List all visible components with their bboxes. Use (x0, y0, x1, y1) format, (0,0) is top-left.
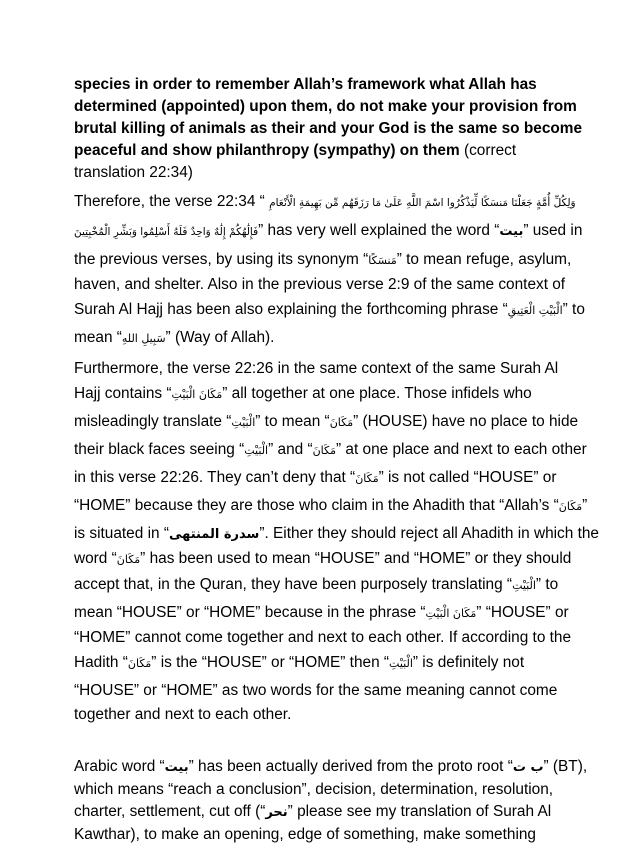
text-segment: accept that, in the Quran, they have been purposely translating “ (74, 576, 513, 593)
paragraph-1 (74, 74, 583, 184)
text-segment: the previous verses, by using its synonym “ (74, 251, 369, 268)
text-line: Furthermore, the verse 22:26 in the same context of the same Surah Al (74, 360, 559, 377)
text-line: haven, and shelter. Also in the previous verse 2:9 of the same context of (74, 276, 566, 293)
text-segment: ” (HOUSE) have no place to hide (353, 413, 579, 430)
arabic-phrase: الْبَيْتِ الْعَتِيقِ (507, 304, 563, 317)
text-segment: ” has very well explained the word “ (258, 222, 500, 239)
arabic-word: بيت (164, 760, 189, 775)
text-segment: ” (Way of Allah). (165, 329, 275, 346)
arabic-word: الْبَيْتِ (389, 657, 413, 670)
text-line (74, 801, 568, 824)
text-line (74, 649, 568, 677)
arabic-word: مَكَانَ (329, 416, 354, 429)
arabic-verse: وَلِكُلِّ أُمَّةٍ جَعَلْنَا مَنسَكًا لِّيَذْكُرُوا اسْمَ اللَّهِ عَلَىٰ مَا رَزَقَهُم مِّن بَهِيمَةِ الْأَنْعَامِ (269, 197, 576, 209)
text-segment: ” is the “HOUSE” or “HOME” then “ (151, 654, 390, 671)
text-line (74, 408, 579, 436)
arabic-word: مَكَانَ (312, 444, 336, 457)
text-segment: ” is not called “HOUSE” or (378, 469, 557, 486)
text-segment: is situated in “ (74, 525, 169, 542)
text-segment: ” (BT), (543, 758, 588, 775)
text-line (74, 492, 588, 520)
text-line (74, 520, 599, 548)
text-line (74, 571, 568, 599)
text-segment: ” at one place and next to each other (336, 441, 587, 458)
text-segment: Hadith “ (74, 654, 128, 671)
text-line: “HOME” cannot come together and next to each other. If according to the (74, 629, 572, 646)
text-segment: ” has been actually derived from the proto root “ (188, 758, 513, 775)
text-line (74, 380, 568, 408)
arabic-root: ب ت (512, 760, 544, 775)
text-segment: word “ (74, 550, 117, 567)
arabic-word: مَكَانَ (355, 472, 379, 485)
text-segment: their black faces seeing “ (74, 441, 245, 458)
text-line: determined (appointed) upon them, do not make your provision from (74, 98, 577, 115)
document-page (74, 74, 599, 846)
paragraph-4 (74, 756, 588, 846)
note-text: (correct (459, 142, 517, 159)
text-line (74, 548, 572, 571)
text-segment: Surah Al Hajj has been also explaining the forthcoming phrase “ (74, 301, 508, 318)
text-segment: ” to (535, 576, 559, 593)
arabic-word: الْبَيْتِ (512, 579, 536, 592)
text-segment: ” used in (523, 222, 583, 239)
text-line (74, 188, 576, 217)
text-segment: ” and “ (268, 441, 313, 458)
arabic-word: الْبَيْتِ (244, 444, 269, 457)
text-segment: misleadingly translate “ (74, 413, 232, 430)
arabic-phrase: مَكَانَ الْبَيْتِ (171, 388, 223, 401)
text-segment: ” “HOUSE” or (476, 604, 569, 621)
paragraph-3 (74, 358, 599, 726)
arabic-word: مَكَانَ (116, 553, 141, 566)
text-line: translation 22:34) (74, 164, 193, 181)
text-line: together and next to each other. (74, 706, 292, 723)
text-line (74, 140, 568, 162)
text-line (74, 599, 568, 627)
arabic-phrase: مَكَانَ الْبَيْتِ (425, 607, 477, 620)
arabic-word: الْبَيْتِ (231, 416, 256, 429)
text-line: Kawthar), to make an opening, edge of something, make something (74, 826, 536, 843)
text-segment: ” (582, 497, 588, 514)
text-segment: Hajj contains “ (74, 385, 172, 402)
text-segment: ” to mean “ (255, 413, 330, 430)
arabic-verse: فَإِلَٰهُكُمْ إِلَٰهٌ وَاحِدٌ فَلَهُ أَسْلِمُوا وَبَشِّرِ الْمُخْبِتِينَ (74, 226, 259, 238)
text-line: “HOUSE” or “HOME” as two words for the same meaning cannot come (74, 682, 558, 699)
text-segment: ” to mean refuge, asylum, (396, 251, 572, 268)
arabic-word: بيت (499, 224, 524, 239)
bold-text: peaceful and show philanthropy (sympathy) on them (74, 142, 460, 159)
paragraph-2 (74, 188, 585, 352)
text-segment: “HOME” because they are those who claim in the Ahadith that “Allah’s “ (74, 497, 559, 514)
text-line (74, 464, 568, 492)
text-segment: in this verse 22:26. They can’t deny that “ (74, 469, 356, 486)
text-segment: ” is definitely not (412, 654, 525, 671)
text-line: brutal killing of animals as their and your God is the same so become (74, 120, 583, 137)
text-line (74, 756, 588, 779)
text-segment: charter, settlement, cut off (“ (74, 803, 266, 820)
text-line: species in order to remember Allah’s framework what Allah has (74, 76, 537, 93)
arabic-phrase: سَبِيلِ اللهِ (121, 332, 166, 345)
text-line: which means “reach a conclusion”, decision, determination, resolution, (74, 781, 554, 798)
text-line (74, 217, 583, 246)
text-segment: mean “HOUSE” or “HOME” because in the phrase “ (74, 604, 426, 621)
text-segment: Therefore, the verse 22:34 “ (74, 193, 270, 210)
text-segment: ” has been used to mean “HOUSE” and “HOME” or they should (140, 550, 572, 567)
arabic-word: مَكَانَ (127, 657, 152, 670)
arabic-phrase: سدرة المنتهى (168, 527, 260, 542)
text-segment: ” to (562, 301, 585, 318)
arabic-word: مَكَانَ (558, 500, 583, 513)
arabic-word: مَنسَكًا (368, 254, 397, 267)
arabic-word: نحر (265, 805, 288, 820)
text-segment: Arabic word “ (74, 758, 165, 775)
text-line (74, 246, 572, 274)
text-segment: ”. Either they should reject all Ahadith in which the (259, 525, 599, 542)
text-segment: ” all together at one place. Those infidels who (222, 385, 532, 402)
text-line (74, 324, 568, 352)
text-line (74, 296, 585, 324)
text-line (74, 436, 587, 464)
text-segment: mean “ (74, 329, 122, 346)
text-segment: ” please see my translation of Surah Al (287, 803, 552, 820)
